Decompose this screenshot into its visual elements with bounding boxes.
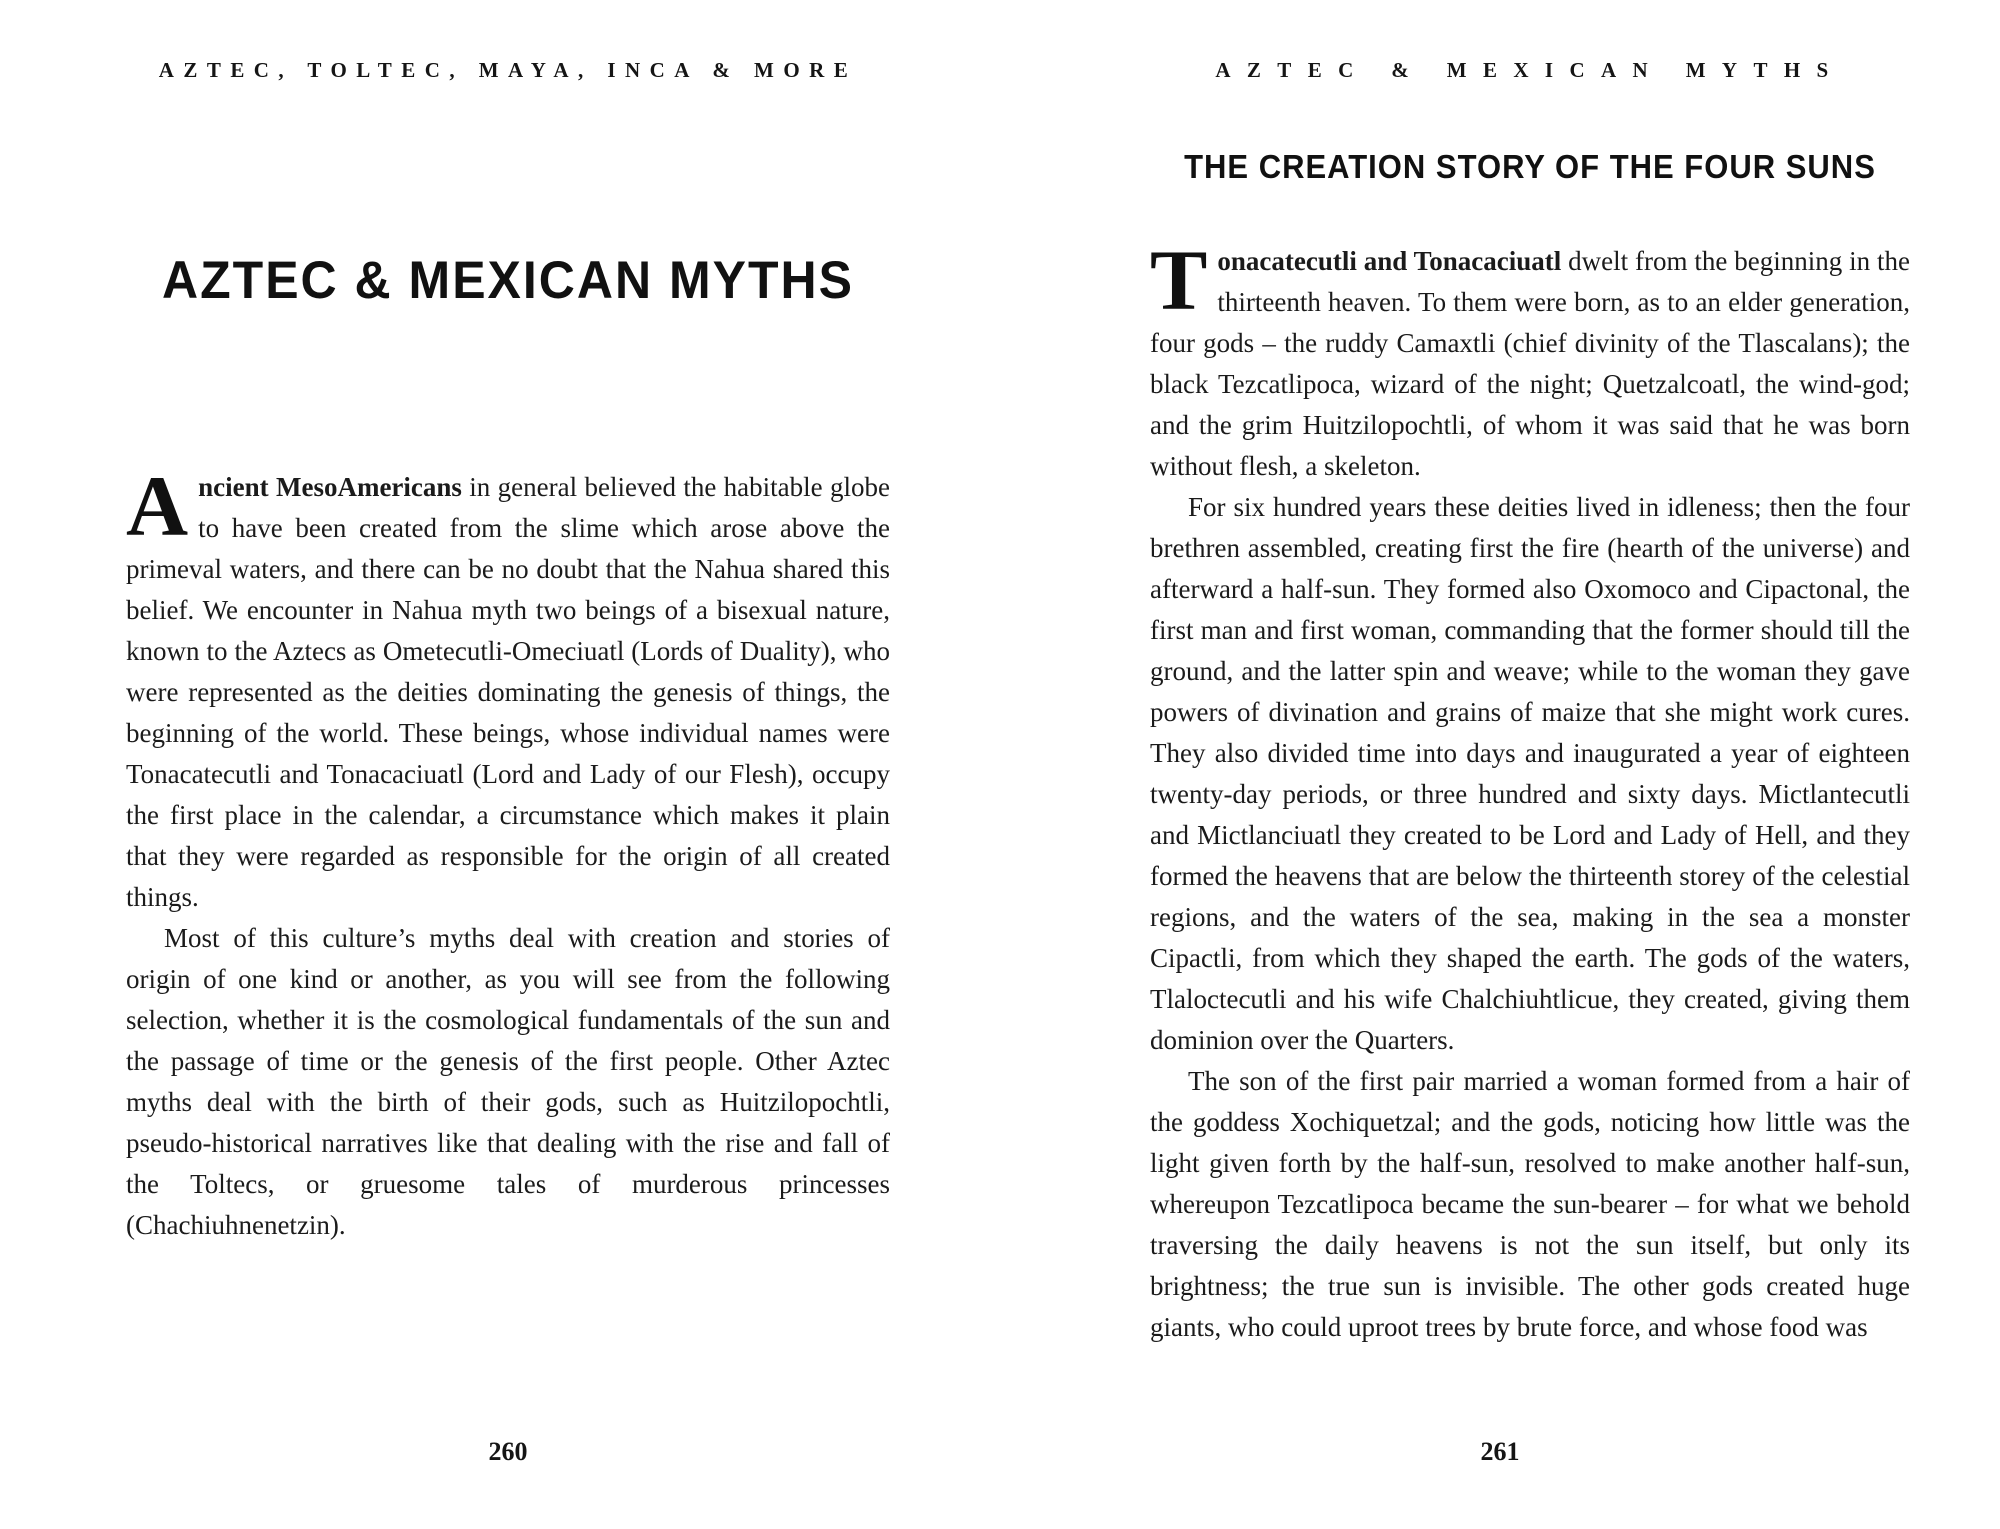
running-head-right: AZTEC & MEXICAN MYTHS <box>1215 58 1845 82</box>
chapter-title: AZTEC & MEXICAN MYTHS <box>162 250 854 310</box>
section-title: THE CREATION STORY OF THE FOUR SUNS <box>1184 147 1876 186</box>
right-page <box>1000 0 2000 1529</box>
paragraph-lead <box>126 458 890 918</box>
paragraph: Most of this culture’s myths deal with creation and stories of origin of one kind or another, as you will see from the following selection, whether it is the cosmological fundamentals of the sun and the passage of time or the genesis of the first people. Other Aztec myths deal with the birth of their gods, such as Huitzilopochtli, pseudo-historical narratives like that dealing with the rise and fall of the Toltecs, or gruesome tales of murderous princesses (Chachiuhnenetzin). <box>126 923 890 1240</box>
paragraph-text: in general believed the habitable globe to have been created from the slime which arose above the primeval waters, and there can be no doubt that the Nahua shared this belief. We encounter in Nahua myth two beings of a bisexual nature, known to the Aztecs as Ometecutli-Omeciuatl (Lords of Duality), who were represented as the deities dominating the genesis of things, the beginning of the world. These beings, whose individual names were Tonacatecutli and Tonacaciuatl (Lord and Lady of our Flesh), occupy the first place in the calendar, a circumstance which makes it plain that they were regarded as responsible for the origin of all created things. <box>126 472 890 912</box>
paragraph: The son of the first pair married a woman formed from a hair of the goddess Xochiquetzal; and the gods, noticing how little was the light given forth by the half-sun, resolved to make another half-sun, whereupon Tezcatlipoca became the sun-bearer – for what we behold traversing the daily heavens is not the sun itself, but only its brightness; the true sun is invisible. The other gods created huge giants, who could uproot trees by brute force, and whose food was <box>1150 1066 1910 1342</box>
running-head-left: AZTEC, TOLTEC, MAYA, INCA & MORE <box>158 58 858 82</box>
page-number: 260 <box>488 1437 528 1466</box>
bold-lead-in: onacatecutli and Tonacaciuatl <box>1217 246 1562 276</box>
paragraph-lead <box>1150 232 1910 487</box>
page-number: 261 <box>1480 1437 1520 1466</box>
left-body-text <box>126 458 890 1246</box>
paragraph-text: dwelt from the beginning in the thirteenth heaven. To them were born, as to an elder generation, four gods – the ruddy Camaxtli (chief divinity of the Tlascalans); the black Tezcatlipoca, wizard of the night; Quetzalcoatl, the wind-god; and the grim Huitzilopochtli, of whom it was said that he was born without flesh, a skeleton. <box>1150 246 1910 481</box>
bold-lead-in: ncient MesoAmericans <box>198 472 462 502</box>
drop-cap: A <box>126 458 189 554</box>
paragraph: For six hundred years these deities lived in idleness; then the four brethren assembled, creating first the fire (hearth of the universe) and afterward a half-sun. They formed also Oxomoco and Cipactonal, the first man and first woman, commanding that the former should till the ground, and the latter spin and weave; while to the woman they gave powers of divination and grains of maize that she might work cures. They also divided time into days and inaugurated a year of eighteen twenty-day periods, or three hundred and sixty days. Mictlantecutli and Mictlanciuatl they created to be Lord and Lady of Hell, and they formed the heavens that are below the thirteenth storey of the celestial regions, and the waters of the sea, making in the sea a monster Cipactli, from which they shaped the earth. The gods of the waters, Tlaloctecutli and his wife Chalchiuhtlicue, they created, giving them dominion over the Quarters. <box>1150 492 1910 1055</box>
right-body-text <box>1150 232 1910 1348</box>
drop-cap: T <box>1150 232 1208 328</box>
